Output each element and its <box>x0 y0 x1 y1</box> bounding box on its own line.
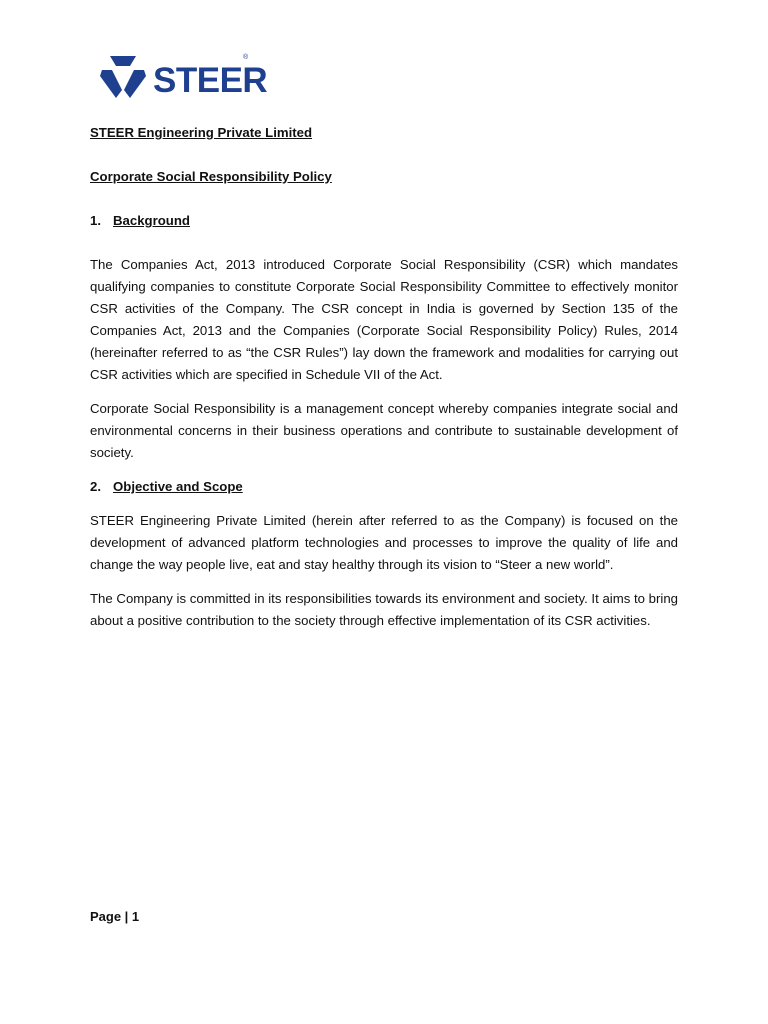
section-heading-objective-scope <box>90 476 243 498</box>
section-number: 2. <box>90 479 101 494</box>
steer-logo-icon <box>98 54 148 100</box>
section-heading-background <box>90 210 190 232</box>
paragraph-objective-1: STEER Engineering Private Limited (herein after referred to as the Company) is focused on the development of advanced platform technologies and processes to improve the quality of life and change the way people live, eat and stay healthy through its vision to “Steer a new world”. <box>90 513 678 572</box>
paragraph-background-2: Corporate Social Responsibility is a management concept whereby companies integrate social and environmental concerns in their business operations and contribute to sustainable development of society. <box>90 401 678 460</box>
section-title: Background <box>113 213 190 228</box>
paragraph-background-1: The Companies Act, 2013 introduced Corporate Social Responsibility (CSR) which mandates qualifying companies to constitute Corporate Social Responsibility Committee to effectively monitor CSR activities of the Company. The CSR concept in India is governed by Section 135 of the Companies Act, 2013 and the Companies (Corporate Social Responsibility Policy) Rules, 2014 (hereinafter referred to as “the CSR Rules”) lay down the framework and modalities for carrying out CSR activities which are specified in Schedule VII of the Act. <box>90 257 678 382</box>
company-name-heading: STEER Engineering Private Limited <box>90 125 313 140</box>
steer-logo <box>98 54 267 100</box>
policy-title-heading: Corporate Social Responsibility Policy <box>90 169 332 184</box>
section-title: Objective and Scope <box>113 479 243 494</box>
registered-mark: ® <box>243 54 249 61</box>
page-number-footer: Page | 1 <box>90 909 140 924</box>
steer-logo-text: STEER <box>153 60 268 100</box>
paragraph-objective-2: The Company is committed in its responsibilities towards its environment and society. It aims to bring about a positive contribution to the society through effective implementation of its CSR activities. <box>90 591 678 628</box>
section-number: 1. <box>90 213 101 228</box>
